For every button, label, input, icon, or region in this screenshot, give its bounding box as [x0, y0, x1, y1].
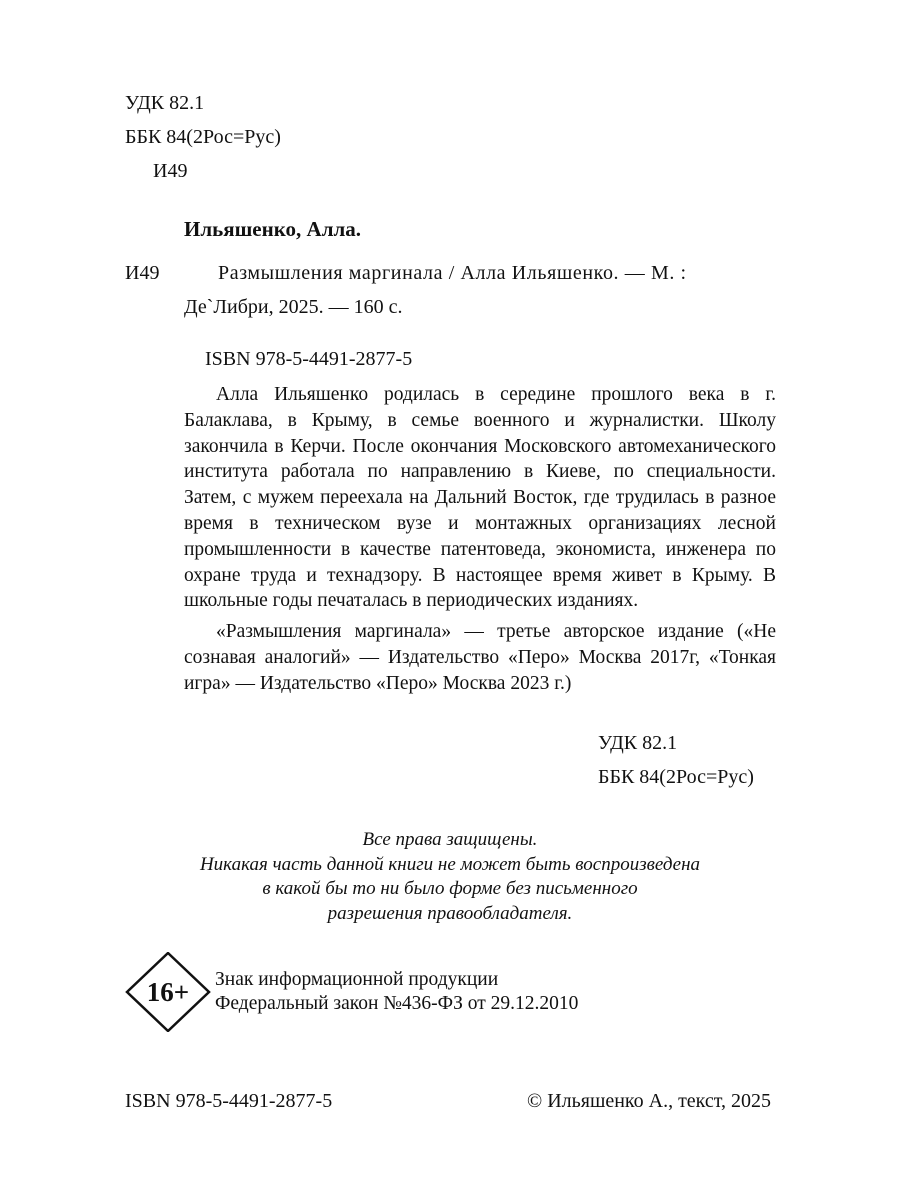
- author-sign-record: И49: [125, 262, 160, 284]
- copyright-footer: © Ильяшенко А., текст, 2025: [527, 1090, 772, 1112]
- annotation-bio: Алла Ильяшенко родилась в середине прошлого века в г. Балаклава, в Крыму, в семье военного и журналистки. Школу закончила в Керчи. После окончания Московского автомеханического института работала по направлению в Киеве, по специальности. Затем, с мужем переехала на Дальний Восток, где трудилась в разное время в техническом вузе и монтажных организациях лесной промышленности в качестве патентоведа, экономиста, инженера по охране труда и технадзору. В настоящее время живет в Крыму. В школьные годы печаталась в периодических изданиях.: [184, 384, 776, 612]
- author-sign-top: И49: [153, 160, 188, 182]
- rights-notice: [150, 828, 750, 926]
- bib-title-line: Размышления маргинала / Алла Ильяшенко. — М. :: [218, 262, 687, 284]
- annotation-edition: «Размышления маргинала» — третье авторское издание («Не сознавая аналогий» — Издательство «Перо» Москва 2017г, «Тонкая игра» — Издательство «Перо» Москва 2023 г.): [184, 621, 776, 694]
- bib-publisher-line: Де`Либри, 2025. — 160 с.: [184, 296, 403, 318]
- rights-line: Никакая часть данной книги не может быть воспроизведена: [199, 853, 701, 875]
- bbk-code-right: ББК 84(2Рос=Рус): [598, 766, 754, 788]
- udk-code-top: УДК 82.1: [125, 92, 205, 114]
- age-rating-text: [215, 968, 578, 1016]
- rights-line: Все права защищены.: [362, 829, 538, 850]
- age-rating-line2: Федеральный закон №436-ФЗ от 29.12.2010: [215, 993, 579, 1014]
- rights-line: разрешения правообладателя.: [327, 902, 573, 924]
- age-rating-mark: [125, 952, 211, 1032]
- age-rating-line1: Знак информационной продукции: [215, 969, 499, 990]
- age-rating-label: 16+: [146, 977, 190, 1007]
- author-heading: Ильяшенко, Алла.: [184, 217, 362, 241]
- isbn-record: ISBN 978-5-4491-2877-5: [205, 348, 413, 370]
- bbk-code-top: ББК 84(2Рос=Рус): [125, 126, 281, 148]
- udk-code-right: УДК 82.1: [598, 732, 678, 754]
- rights-line: в какой бы то ни было форме без письменного: [262, 878, 638, 899]
- isbn-footer: ISBN 978-5-4491-2877-5: [125, 1090, 333, 1112]
